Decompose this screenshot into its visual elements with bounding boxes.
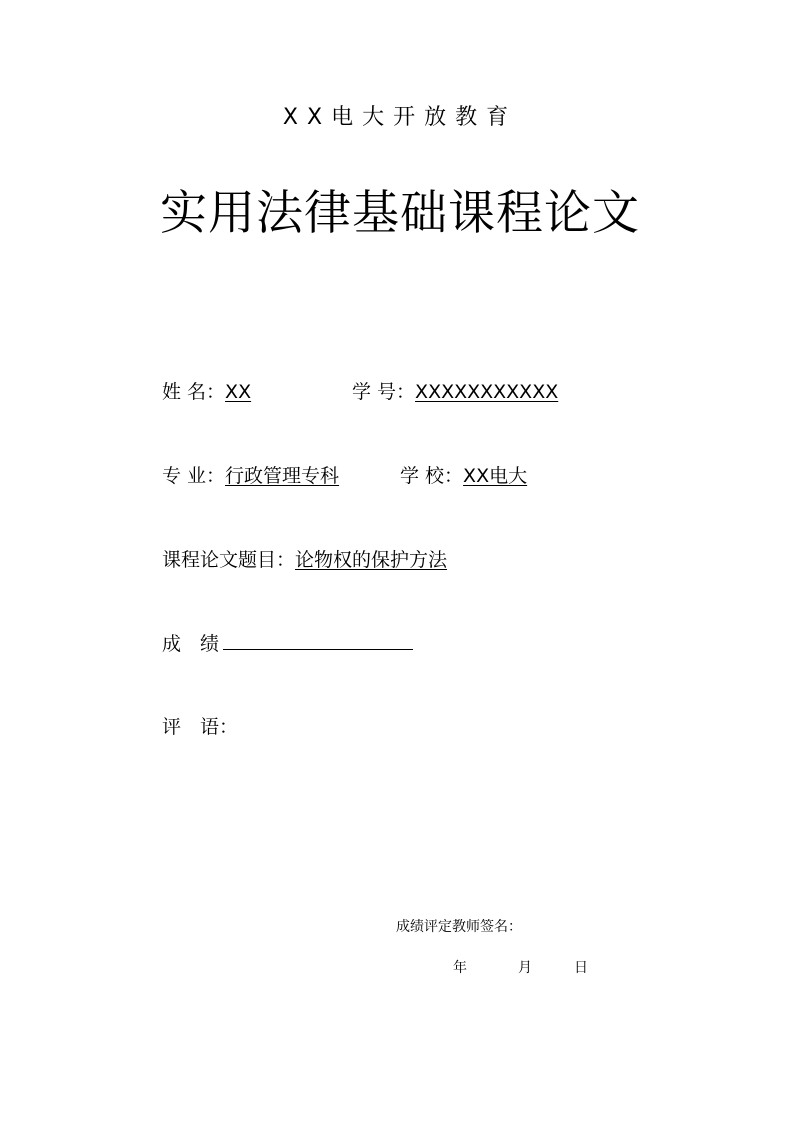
school-value: XX电大: [463, 465, 528, 487]
comment-label: 评 语：: [162, 716, 239, 738]
comment-row: [162, 713, 238, 741]
school-label: 学 校：: [400, 465, 464, 487]
major-row: [162, 462, 528, 490]
institution-name: XX电大开放教育: [282, 105, 518, 130]
student-id-field: [352, 378, 558, 406]
date-month: 月: [518, 960, 532, 976]
topic-label: 课程论文题目：: [162, 549, 296, 571]
student-id-label: 学 号：: [352, 381, 416, 403]
document-title: 实用法律基础课程论文: [160, 186, 640, 241]
name-label: 姓 名：: [162, 381, 226, 403]
major-label: 专 业：: [162, 465, 226, 487]
date-year: 年: [453, 960, 467, 976]
date-day: 日: [574, 960, 588, 976]
grade-row: [162, 630, 413, 658]
school-field: [400, 462, 527, 490]
student-id-value: XXXXXXXXXXX: [415, 381, 559, 403]
name-row: [162, 378, 559, 406]
topic-row: [162, 546, 447, 574]
major-value: 行政管理专科: [225, 465, 340, 487]
name-value: XX: [225, 381, 252, 403]
signature-label: 成绩评定教师签名：: [396, 919, 522, 935]
topic-value: 论物权的保护方法: [295, 549, 448, 571]
grade-blank-line: [223, 631, 413, 650]
grade-label: 成 绩: [162, 633, 220, 655]
